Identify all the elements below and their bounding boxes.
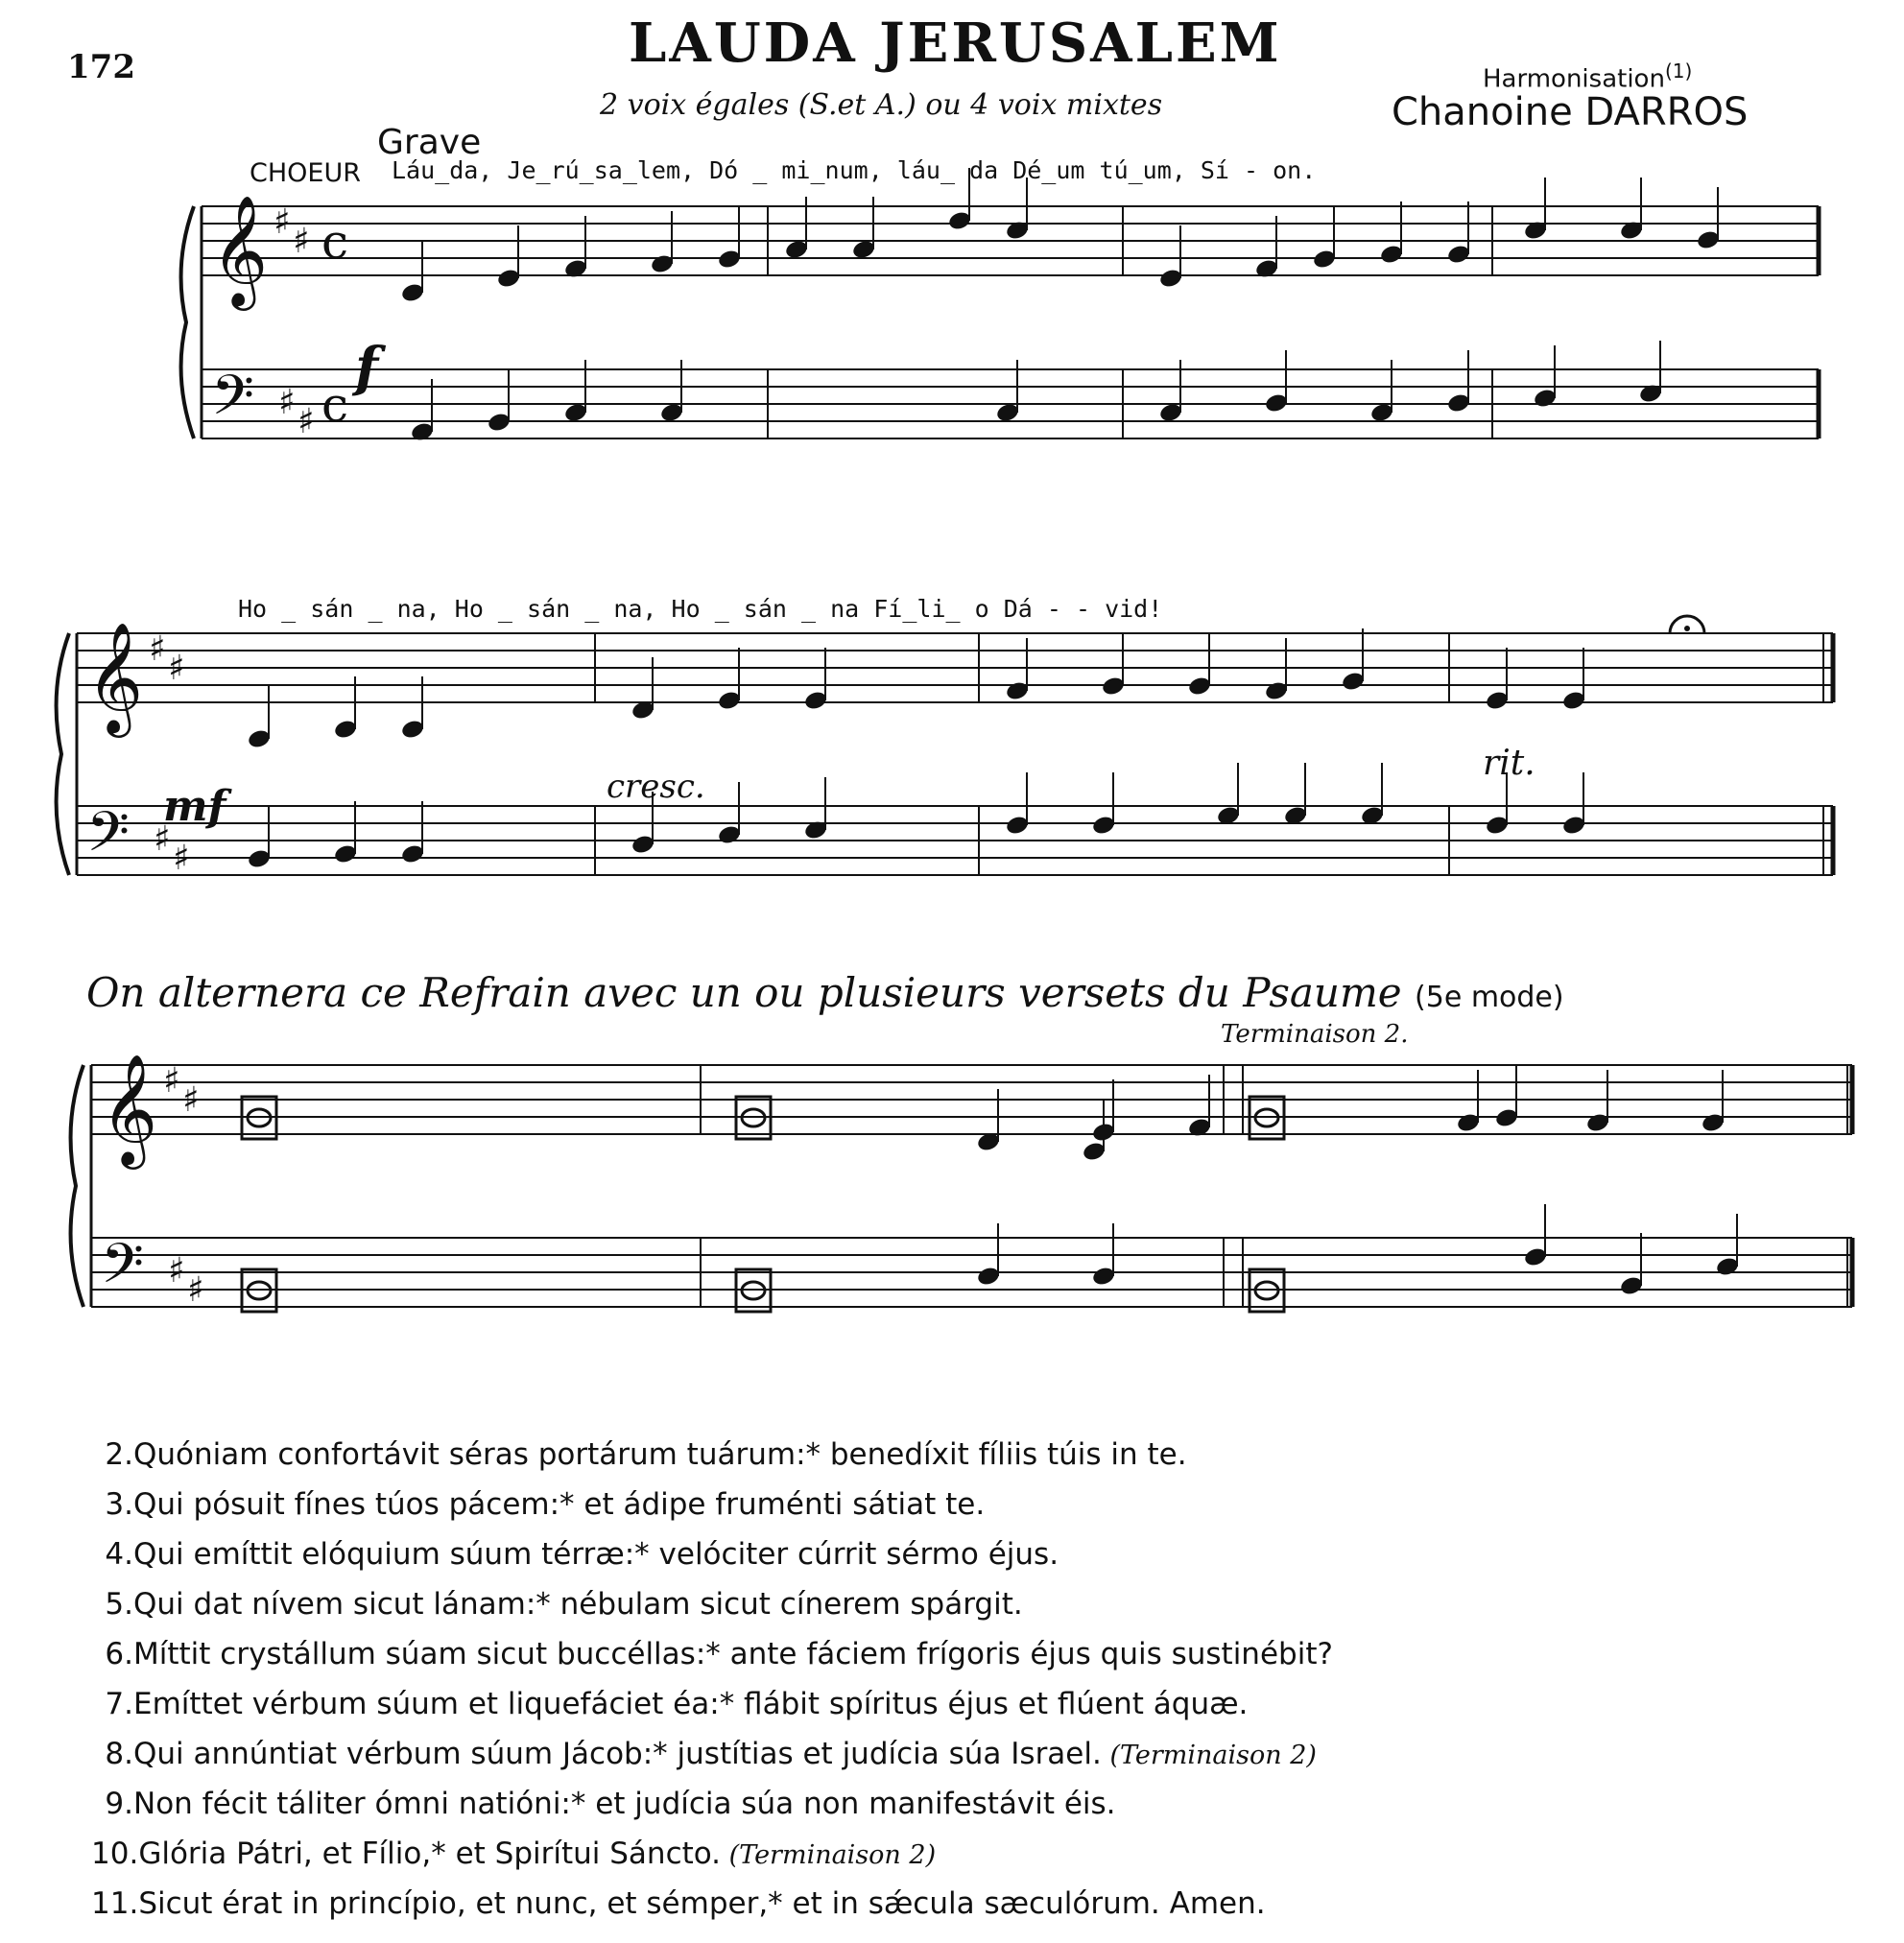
system-brace (71, 1065, 83, 1307)
system-brace (57, 633, 69, 875)
composer-name: Chanoine DARROS (1392, 90, 1749, 134)
verse-text: Sicut érat in princípio, et nunc, et sémper,* et in sǽcula sæculórum. Amen. (138, 1886, 1266, 1921)
verse-terminaison-note: (Terminaison 2) (721, 1840, 937, 1870)
dynamic-mezzo-forte: mf (163, 782, 226, 831)
instruction-text: On alternera ce Refrain avec un ou plusieurs versets du Psaume (86, 969, 1402, 1016)
treble-clef: 𝄞 (86, 621, 144, 733)
mode-label: (5e mode) (1415, 981, 1564, 1014)
verse-number: 3. (105, 1487, 133, 1522)
bass-clef: 𝄢 (211, 363, 255, 441)
verse-text: Qui pósuit fínes túos pácem:* et ádipe fruménti sátiat te. (133, 1487, 986, 1522)
verse-line (91, 1679, 1333, 1729)
key-signature-sharp: ♯ (163, 1061, 180, 1101)
verse-number: 2. (105, 1437, 133, 1472)
key-signature-sharp: ♯ (293, 222, 310, 261)
verse-line (91, 1779, 1333, 1829)
key-signature-sharp: ♯ (278, 383, 296, 422)
verse-line (91, 1829, 1333, 1879)
section-label: CHOEUR (250, 158, 361, 188)
key-signature-sharp: ♯ (173, 839, 190, 878)
harmonisation-text: Harmonisation (1483, 64, 1665, 94)
verse-list (91, 1430, 1333, 1929)
key-signature-sharp: ♯ (182, 1080, 200, 1120)
time-signature: c (321, 377, 349, 433)
verse-terminaison-note: (Terminaison 2) (1101, 1741, 1317, 1770)
key-signature-sharp: ♯ (168, 1251, 185, 1291)
lyrics-line-1: Láu_da, Je_rú_sa_lem, Dó _ mi_num, láu_ da Dé_um tú_um, Sí - on. (392, 156, 1317, 184)
time-signature: c (321, 214, 349, 270)
verse-line (91, 1879, 1333, 1929)
verse-number: 5. (105, 1587, 133, 1622)
verse-text: Míttit crystállum súam sicut buccéllas:* ante fáciem frígoris éjus quis sustinébit? (133, 1637, 1333, 1671)
verse-number: 4. (105, 1537, 133, 1572)
key-signature-sharp: ♯ (154, 819, 171, 859)
bass-clef: 𝄢 (86, 799, 131, 878)
system-brace (181, 206, 194, 438)
key-signature-sharp: ♯ (298, 402, 315, 441)
verse-text: Emíttet vérbum súum et liquefáciet éa:* flábit spíritus éjus et flúent áquæ. (133, 1687, 1249, 1721)
key-signature-sharp: ♯ (149, 629, 166, 669)
lyrics-line-2: Ho _ sán _ na, Ho _ sán _ na, Ho _ sán _ na Fí_li_ o Dá - - vid! (238, 595, 1163, 623)
key-signature-sharp: ♯ (187, 1270, 204, 1310)
verse-text: Quóniam confortávit séras portárum tuárum:* benedíxit fíliis túis in te. (133, 1437, 1187, 1472)
verse-number: 6. (105, 1637, 133, 1671)
verse-number: 11. (91, 1886, 139, 1921)
verse-text: Qui dat nívem sicut lánam:* nébulam sicut cínerem spárgit. (133, 1587, 1023, 1622)
page-title: LAUDA JERUSALEM (629, 12, 1282, 75)
tempo-marking: Grave (377, 123, 482, 162)
key-signature-sharp: ♯ (168, 649, 185, 688)
verse-line (91, 1629, 1333, 1679)
verse-text: Non fécit táliter ómni natióni:* et judícia súa non manifestávit éis. (133, 1787, 1116, 1821)
subtitle: 2 voix égales (S.et A.) ou 4 voix mixtes (600, 88, 1163, 122)
page-number: 172 (67, 48, 135, 86)
dynamic-forte: f (355, 336, 379, 399)
verse-line (91, 1579, 1333, 1629)
terminaison-label: Terminaison 2. (1221, 1020, 1409, 1049)
verse-number: 9. (105, 1787, 133, 1821)
treble-clef: 𝄞 (101, 1053, 158, 1165)
bass-clef: 𝄢 (101, 1231, 145, 1310)
verse-text: Qui emíttit elóquium súum térræ:* velóciter cúrrit sérmo éjus. (133, 1537, 1059, 1572)
verse-line (91, 1430, 1333, 1480)
dynamic-crescendo: cresc. (607, 768, 705, 806)
verse-text: Glória Pátri, et Fílio,* et Spirítui Sáncto. (138, 1836, 722, 1871)
verse-text: Qui annúntiat vérbum súum Jácob:* justítias et judícia súa Israel. (133, 1737, 1102, 1771)
footnote-ref: (1) (1664, 59, 1693, 83)
verse-line (91, 1729, 1333, 1779)
verse-number: 7. (105, 1687, 133, 1721)
dynamic-ritardando: rit. (1483, 744, 1535, 783)
key-signature-sharp: ♯ (274, 202, 291, 242)
fermata-dot (1684, 626, 1690, 631)
verse-number: 10. (91, 1836, 139, 1871)
verse-line (91, 1529, 1333, 1579)
verse-line (91, 1480, 1333, 1529)
verse-number: 8. (105, 1737, 133, 1771)
treble-clef: 𝄞 (211, 194, 269, 306)
